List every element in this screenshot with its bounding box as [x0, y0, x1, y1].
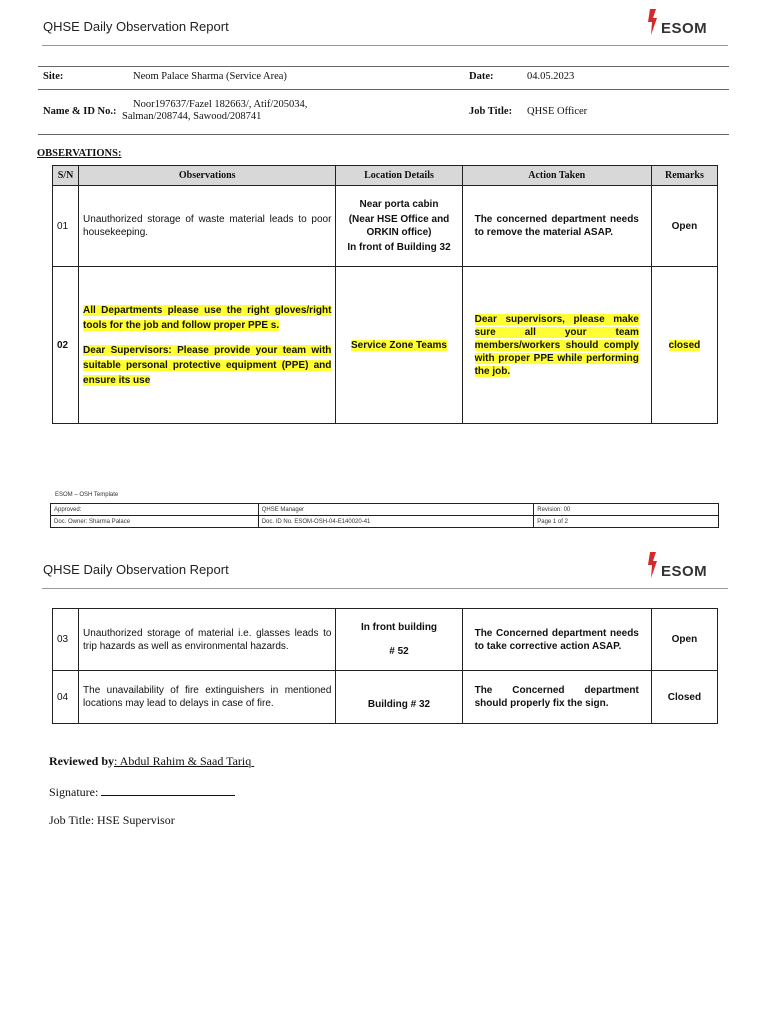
signature-line — [49, 784, 235, 800]
row-observation-part2: Dear Supervisors: Please provide your team with suitable personal protective equipment (PPE) and ensure its use — [83, 344, 332, 386]
row-location — [336, 267, 462, 424]
reviewed-value: : Abdul Rahim & Saad Tariq — [114, 754, 252, 768]
row-sn: 01 — [53, 186, 79, 267]
row-location-line2: # 52 — [389, 646, 409, 657]
table-row — [53, 671, 718, 724]
row-remarks: Closed — [651, 671, 717, 724]
site-value: Neom Palace Sharma (Service Area) — [133, 71, 287, 82]
row-sn: 02 — [53, 267, 79, 424]
report-title-page2: QHSE Daily Observation Report — [43, 562, 229, 577]
report-title: QHSE Daily Observation Report — [43, 19, 229, 34]
table-row — [53, 609, 718, 671]
row-location: Building # 32 — [336, 671, 462, 724]
header-sn: S/N — [53, 166, 79, 186]
row-remarks-text: closed — [668, 339, 701, 351]
name-value-line1: Noor197637/Fazel 182663/, Atif/205034, — [133, 99, 308, 110]
observations-heading: OBSERVATIONS: — [37, 148, 122, 159]
row-location-line1: Near porta cabin — [359, 199, 439, 210]
row-observation: The unavailability of fire extinguishers in mentioned locations may lead to delays in case of fire. — [79, 671, 336, 724]
logo-text: ESOM — [661, 20, 708, 37]
jobtitle-value: QHSE Officer — [527, 106, 588, 117]
row-remarks — [651, 267, 717, 424]
header-remarks: Remarks — [651, 166, 717, 186]
row-remarks: Open — [651, 609, 717, 671]
row-observation: Unauthorized storage of waste material leads to poor housekeeping. — [79, 186, 336, 267]
esom-logo — [648, 6, 707, 37]
jobtitle-label: Job Title: — [469, 106, 513, 117]
esom-logo-page2 — [648, 549, 707, 580]
row-location — [336, 186, 462, 267]
row-location-text: Service Zone Teams — [351, 339, 447, 351]
row-observation: Unauthorized storage of material i.e. glasses leads to trip hazards as well as environmental hazards. — [79, 609, 336, 671]
esom-logo-icon — [648, 552, 660, 578]
footer-approved: Approved: — [51, 504, 259, 516]
footer-page: Page 1 of 2 — [534, 516, 719, 528]
header-divider-page2 — [42, 588, 728, 589]
footer-row — [51, 504, 719, 516]
header-divider — [42, 45, 728, 46]
reviewed-label: Reviewed by — [49, 754, 114, 768]
row-location-line2: (Near HSE Office and ORKIN office) — [348, 214, 450, 238]
row-observation-part1: All Departments please use the right gloves/right tools for the job and follow proper PPE s. — [83, 304, 332, 331]
footer-approver: QHSE Manager — [258, 504, 534, 516]
row-action-text: Dear supervisors, please make sure all your team members/workers should comply with proper PPE while performing the job. — [474, 313, 639, 377]
reviewed-by — [49, 754, 254, 769]
observations-table — [52, 165, 718, 424]
table-row — [53, 186, 718, 267]
signature-blank — [101, 784, 235, 796]
site-label: Site: — [43, 71, 64, 82]
row-location-line1: In front building — [360, 622, 438, 633]
header-location: Location Details — [336, 166, 462, 186]
row-sn: 03 — [53, 609, 79, 671]
row-sn: 04 — [53, 671, 79, 724]
footer-owner: Doc. Owner: Sharma Palace — [51, 516, 259, 528]
header-action: Action Taken — [462, 166, 651, 186]
footer-template: ESOM – OSH Template — [55, 492, 119, 498]
row-action: The Concerned department should properly fix the sign. — [462, 671, 651, 724]
row-action: The Concerned department needs to take corrective action ASAP. — [462, 609, 651, 671]
info-top-rule — [38, 66, 729, 67]
footer-revision: Revision: 00 — [534, 504, 719, 516]
info-mid-rule — [38, 89, 729, 90]
observations-table-page2 — [52, 608, 718, 724]
row-action: The concerned department needs to remove the material ASAP. — [462, 186, 651, 267]
footer-table — [50, 503, 719, 528]
row-remarks: Open — [651, 186, 717, 267]
name-value-line2: Salman/208744, Sawood/208741 — [122, 111, 262, 122]
logo-text: ESOM — [661, 563, 708, 580]
footer-row — [51, 516, 719, 528]
table-header-row — [53, 166, 718, 186]
footer-doc-id: Doc. ID No. ESOM-OSH-04-E140020-41 — [258, 516, 534, 528]
info-bottom-rule — [38, 134, 729, 135]
esom-logo-icon — [648, 9, 660, 35]
reviewer-jobtitle: Job Title: HSE Supervisor — [49, 813, 175, 827]
row-observation — [79, 267, 336, 424]
date-label: Date: — [469, 71, 494, 82]
row-location-line3: In front of Building 32 — [347, 242, 451, 253]
signature-label: Signature: — [49, 785, 99, 799]
table-row — [53, 267, 718, 424]
row-location — [336, 609, 462, 671]
name-value — [122, 99, 308, 123]
header-observations: Observations — [79, 166, 336, 186]
date-value: 04.05.2023 — [527, 71, 575, 82]
name-label: Name & ID No.: — [43, 106, 117, 117]
row-action — [462, 267, 651, 424]
